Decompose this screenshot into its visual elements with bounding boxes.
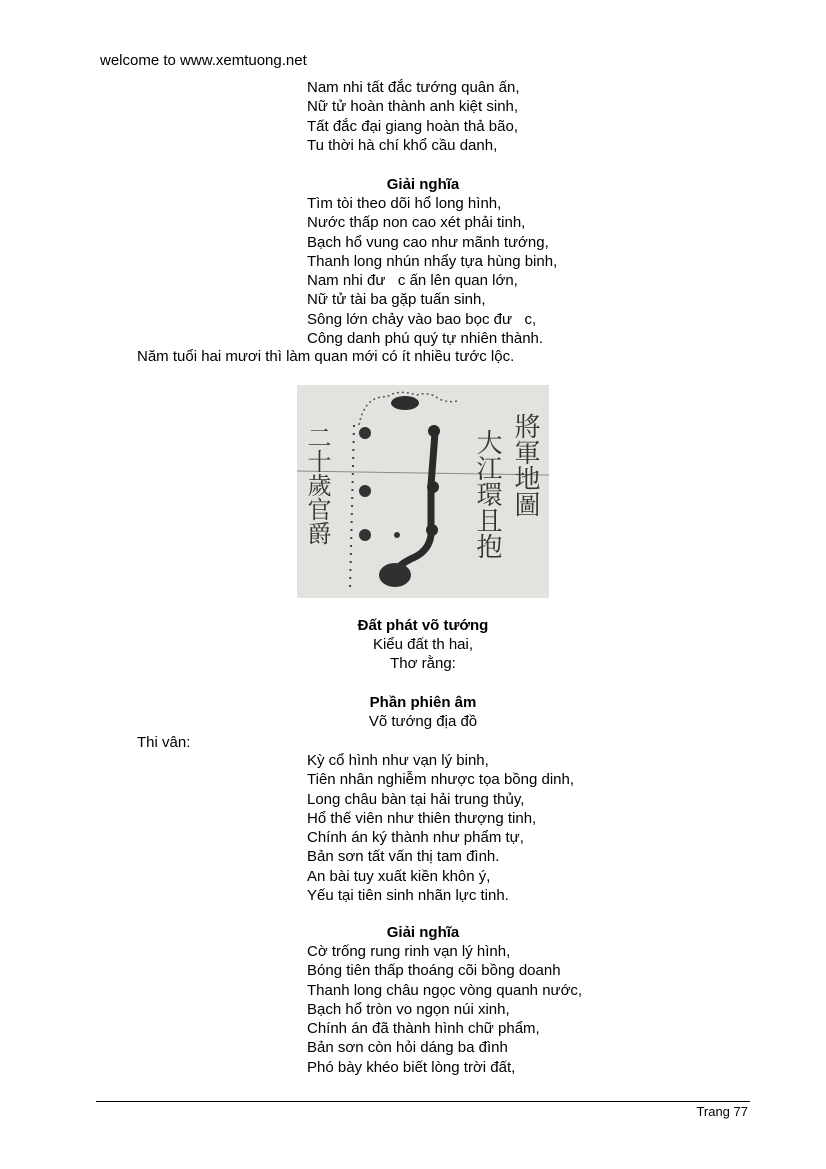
figure-text-right: 將軍地圖 (510, 413, 540, 517)
poem-line: Kỳ cổ hình như vạn lý binh, (307, 752, 489, 769)
poem-line: Bạch hổ vung cao như mãnh tướng, (307, 233, 549, 251)
poem-translation (307, 194, 787, 348)
poem-line: Tìm tòi theo dõi hổ long hình, (307, 195, 502, 212)
poem-line: Yếu tại tiên sinh nhãn lực tinh. (307, 887, 509, 905)
poem-line: Long châu bàn tại hải trung thủy, (307, 790, 525, 808)
node-mound (427, 481, 439, 493)
poem-line: Nam nhi đư c ấn lên quan lớn, (307, 272, 518, 290)
section-heading: Giải nghĩa (386, 176, 460, 193)
tho-rang-line: Thơ rằng: (390, 655, 456, 672)
hill-dot (394, 532, 400, 538)
thi-van-label: Thi vân: (137, 734, 191, 751)
site-header: welcome to www.xemtuong.net (100, 52, 307, 69)
poem-line: Bản sơn còn hỏi dáng ba đình (307, 1039, 508, 1057)
footer-divider (96, 1101, 750, 1102)
poem-line: Thanh long nhún nhẩy tựa hùng binh, (307, 252, 558, 270)
feng-shui-map-figure (297, 385, 549, 598)
page-number: Trang 77 (696, 1104, 748, 1119)
poem-line: Chính án đã thành hình chữ phẩm, (307, 1020, 540, 1038)
poem-line: Bóng tiên thấp thoáng cõi bồng doanh (307, 962, 561, 980)
poem-line: Nước thấp non cao xét phải tinh, (307, 214, 526, 232)
poem-tail (307, 78, 787, 155)
poem-line: Hổ thế viên như thiên thượng tinh, (307, 809, 537, 827)
summary-text: Năm tuổi hai mươi thì làm quan mới có ít nhiều tước lộc. (137, 348, 515, 365)
node-mound (428, 425, 440, 437)
poem-line: An bài tuy xuất kiền khôn ý, (307, 867, 491, 885)
figure-text-middle: 大江環且抱 (472, 429, 502, 559)
figure-text-left: 二十歲官爵 (303, 425, 331, 545)
hill-dot (359, 427, 371, 439)
poem-line: Tu thời hà chí khổ cầu danh, (307, 136, 498, 154)
poem-line: Chính án ký thành như phẩm tự, (307, 829, 524, 847)
poem-original (307, 751, 787, 905)
poem-line: Phó bày khéo biết lòng trời đất, (307, 1058, 516, 1076)
section-heading: Giải nghĩa (386, 924, 460, 941)
poem-line: Cờ trống rung rinh vạn lý hình, (307, 943, 511, 960)
poem-line: Công danh phú quý tự nhiên thành. (307, 330, 544, 348)
node-mound (426, 524, 438, 536)
section-title: Đất phát võ tướng (357, 617, 489, 634)
poem-line: Tất đắc đại giang hoàn thả bão, (307, 117, 518, 135)
hill-dot (359, 529, 371, 541)
hill-dot (359, 485, 371, 497)
pearl-mound (379, 563, 411, 587)
map-drawing (297, 385, 549, 598)
poem-line: Tiên nhân nghiễm nhược tọa bồng dinh, (307, 771, 575, 789)
poem-line: Nữ tử hoàn thành anh kiệt sinh, (307, 98, 519, 116)
section-heading: Phần phiên âm (369, 694, 477, 711)
poem-line: Bản sơn tất vấn thị tam đình. (307, 848, 500, 866)
poem-line: Thanh long châu ngọc vòng quanh nước, (307, 981, 583, 999)
poem-translation (307, 942, 787, 1077)
section-subtitle: Võ tướng địa đồ (368, 713, 478, 730)
peak-mound (391, 396, 419, 410)
poem-line: Bạch hổ tròn vo ngọn núi xinh, (307, 1000, 510, 1018)
kieu-line: Kiểu đất th hai, (372, 636, 474, 653)
poem-line: Sông lớn chảy vào bao bọc đư c, (307, 310, 537, 328)
poem-line: Nữ tử tài ba gặp tuấn sinh, (307, 291, 486, 309)
poem-line: Nam nhi tất đắc tướng quân ấn, (307, 79, 520, 96)
